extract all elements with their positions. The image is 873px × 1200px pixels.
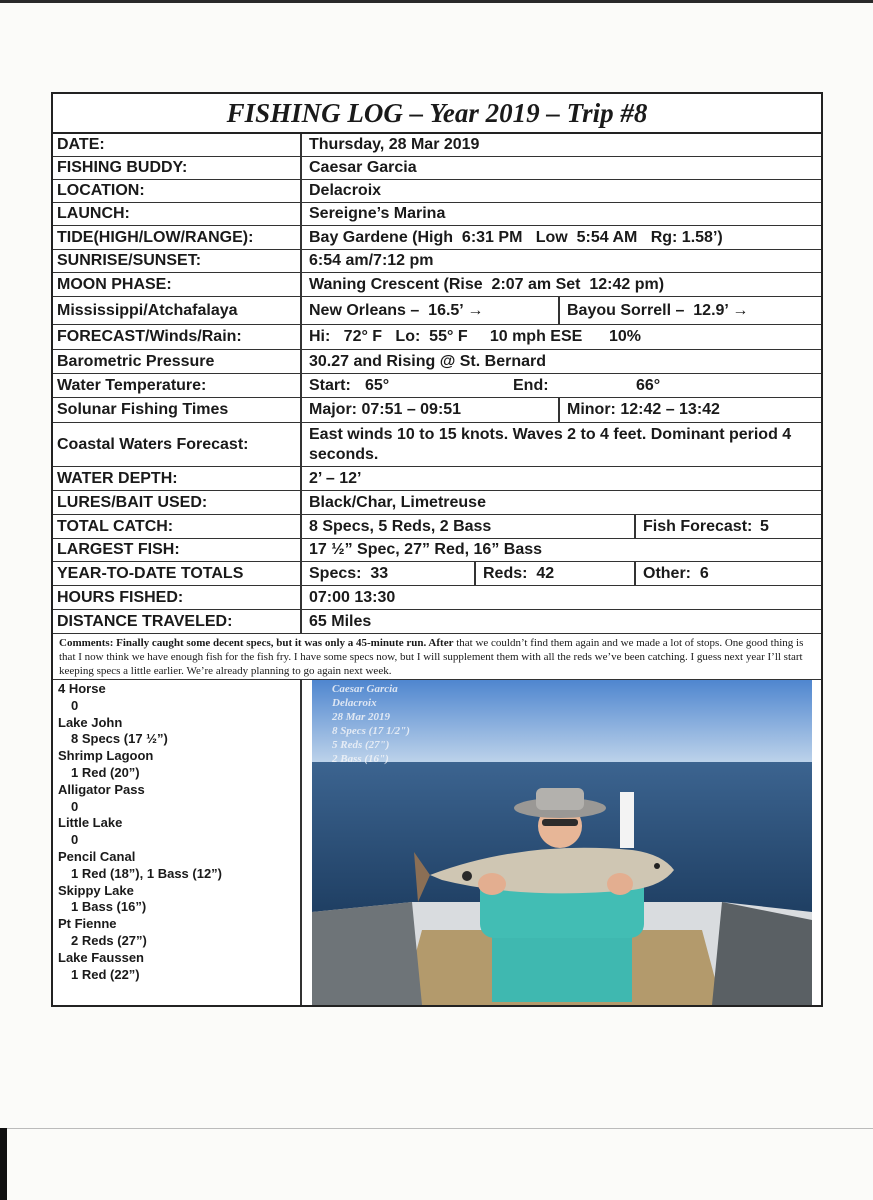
launch-label: LAUNCH: [53, 203, 302, 225]
boat-side-left [312, 902, 422, 1005]
water-temp-end-value: 66° [636, 376, 661, 394]
scan-bottom-edge [0, 1128, 873, 1129]
pole [620, 792, 634, 848]
row-tide [53, 226, 821, 250]
row-buddy [53, 157, 821, 180]
boat-side-right [712, 902, 812, 1005]
spot-name: Shrimp Lagoon [58, 748, 154, 764]
caption-line: 5 Reds (27") [332, 739, 390, 751]
row-moon [53, 273, 821, 297]
spots-list [53, 680, 302, 1005]
bottom-section [53, 680, 821, 1005]
spot-name: Pt Fienne [58, 916, 117, 932]
forecast-value: Hi: 72° F Lo: 55° F 10 mph ESE 10% [309, 328, 641, 345]
water-temp-start-label: Start: [309, 376, 351, 394]
row-distance [53, 610, 821, 634]
caption-line: Caesar Garcia [332, 683, 398, 695]
fish-spot [462, 871, 472, 881]
water-temp-start-value: 65° [365, 376, 390, 394]
spot-name: Alligator Pass [58, 781, 145, 797]
coastal-value: East winds 10 to 15 knots. Waves 2 to 4 feet. Dominant period 4 seconds. [309, 425, 792, 463]
moon-label: MOON PHASE: [53, 273, 302, 296]
row-sun [53, 250, 821, 273]
caption-line: 2 Bass (16") [332, 753, 389, 765]
sun-label: SUNRISE/SUNSET: [53, 250, 302, 272]
launch-value: Sereigne’s Marina [309, 205, 446, 222]
location-value: Delacroix [309, 182, 382, 199]
spot-name: Lake John [58, 714, 123, 730]
coastal-label: Coastal Waters Forecast: [53, 423, 302, 466]
tide-value: Bay Gardene (High 6:31 PM Low 5:54 AM Rg: 1.58’) [309, 228, 723, 246]
ytd-reds: Reds: 42 [474, 562, 634, 585]
forecast-label: FORECAST/Winds/Rain: [53, 325, 302, 349]
row-water-temp [53, 374, 821, 398]
spot-detail: 2 Reds (27”) [71, 932, 147, 948]
row-date [53, 134, 821, 157]
barometer-value: 30.27 and Rising @ St. Bernard [309, 352, 546, 370]
depth-value: 2’ – 12’ [309, 469, 362, 487]
row-ytd [53, 562, 821, 586]
buddy-label: FISHING BUDDY: [53, 157, 302, 179]
spot-name: Skippy Lake [58, 882, 134, 898]
spot-name: Little Lake [58, 815, 123, 831]
row-forecast [53, 325, 821, 350]
spot-detail: 0 [71, 832, 79, 848]
caption-line: 28 Mar 2019 [332, 711, 391, 723]
fish-forecast-value: 5 [760, 517, 769, 535]
spot-name: 4 Horse [58, 681, 106, 696]
catch-label: TOTAL CATCH: [53, 515, 302, 538]
hours-label: HOURS FISHED: [53, 586, 302, 609]
spot-name: Pencil Canal [58, 848, 136, 864]
scan-top-edge [0, 0, 873, 3]
row-depth [53, 467, 821, 491]
solunar-label: Solunar Fishing Times [53, 398, 302, 422]
spot-detail: 8 Specs (17 ½”) [71, 731, 168, 747]
solunar-major: Major: 07:51 – 09:51 [309, 401, 462, 418]
date-label: DATE: [53, 134, 302, 156]
spot-detail: 0 [71, 798, 79, 814]
caption-line: Delacroix [332, 697, 377, 709]
row-river [53, 297, 821, 325]
row-launch [53, 203, 821, 226]
row-lures [53, 491, 821, 515]
ytd-specs: Specs: 33 [309, 564, 389, 582]
river-label: Mississippi/Atchafalaya [53, 297, 302, 324]
buddy-value: Caesar Garcia [309, 159, 417, 176]
river-new-orleans: New Orleans – 16.5’ → [309, 301, 484, 319]
row-largest [53, 539, 821, 562]
spot-detail: 1 Red (22”) [71, 966, 140, 982]
spot-name: Lake Faussen [58, 949, 144, 965]
scan-left-mark [0, 1128, 7, 1200]
location-label: LOCATION: [53, 180, 302, 202]
spot-detail: 1 Red (20”) [71, 764, 140, 780]
row-coastal [53, 423, 821, 467]
river-bayou-sorrell: Bayou Sorrell – 12.9’ → [558, 297, 821, 324]
comments-text: that we couldn’t find them again and we made a lot of stops. One good thing is that I now think we have enough fish for the fish fry. I have some specs now, but I will supplement them with all the reds we’ve been catching. I guess next year I’ll start keeping specs a little earlier. We’re already planning to go again next week. [59, 637, 804, 677]
largest-value: 17 ½” Spec, 27” Red, 16” Bass [309, 541, 543, 558]
distance-value: 65 Miles [309, 612, 372, 630]
depth-label: WATER DEPTH: [53, 467, 302, 490]
comments-block [53, 634, 821, 680]
date-value: Thursday, 28 Mar 2019 [309, 136, 480, 153]
ytd-other: Other: 6 [634, 562, 821, 585]
catch-value: 8 Specs, 5 Reds, 2 Bass [309, 517, 492, 535]
row-solunar [53, 398, 821, 423]
row-hours [53, 586, 821, 610]
solunar-minor: Minor: 12:42 – 13:42 [558, 398, 821, 422]
sunglasses [542, 819, 578, 826]
distance-label: DISTANCE TRAVELED: [53, 610, 302, 633]
lures-label: LURES/BAIT USED: [53, 491, 302, 514]
row-location [53, 180, 821, 203]
moon-value: Waning Crescent (Rise 2:07 am Set 12:42 pm) [309, 275, 665, 293]
hat-crown [536, 788, 584, 810]
lures-value: Black/Char, Limetreuse [309, 493, 486, 511]
water-temp-end-label: End: [513, 376, 549, 394]
caption-line: 8 Specs (17 1/2") [332, 725, 410, 737]
hours-value: 07:00 13:30 [309, 588, 396, 606]
fish-forecast-label: Fish Forecast: [634, 515, 756, 538]
largest-label: LARGEST FISH: [53, 539, 302, 561]
water-temp-label: Water Temperature: [53, 374, 302, 397]
tide-label: TIDE(HIGH/LOW/RANGE): [53, 226, 302, 249]
sun-value: 6:54 am/7:12 pm [309, 252, 434, 269]
spot-detail: 0 [71, 697, 79, 713]
row-catch [53, 515, 821, 539]
fishing-log-sheet [51, 92, 823, 1007]
hand-right [607, 873, 633, 895]
hand-left [478, 873, 506, 895]
spot-detail: 1 Bass (16”) [71, 899, 147, 915]
fish-eye [654, 863, 660, 869]
log-title: FISHING LOG – Year 2019 – Trip #8 [53, 94, 821, 134]
ytd-label: YEAR-TO-DATE TOTALS [53, 562, 302, 585]
row-barometer [53, 350, 821, 374]
comments-lead: Comments: Finally caught some decent specs, but it was only a 45-minute run. After [59, 637, 454, 649]
catch-photo [302, 680, 821, 1005]
spot-detail: 1 Red (18”), 1 Bass (12”) [71, 865, 223, 881]
photo-caption [332, 682, 410, 766]
barometer-label: Barometric Pressure [53, 350, 302, 373]
